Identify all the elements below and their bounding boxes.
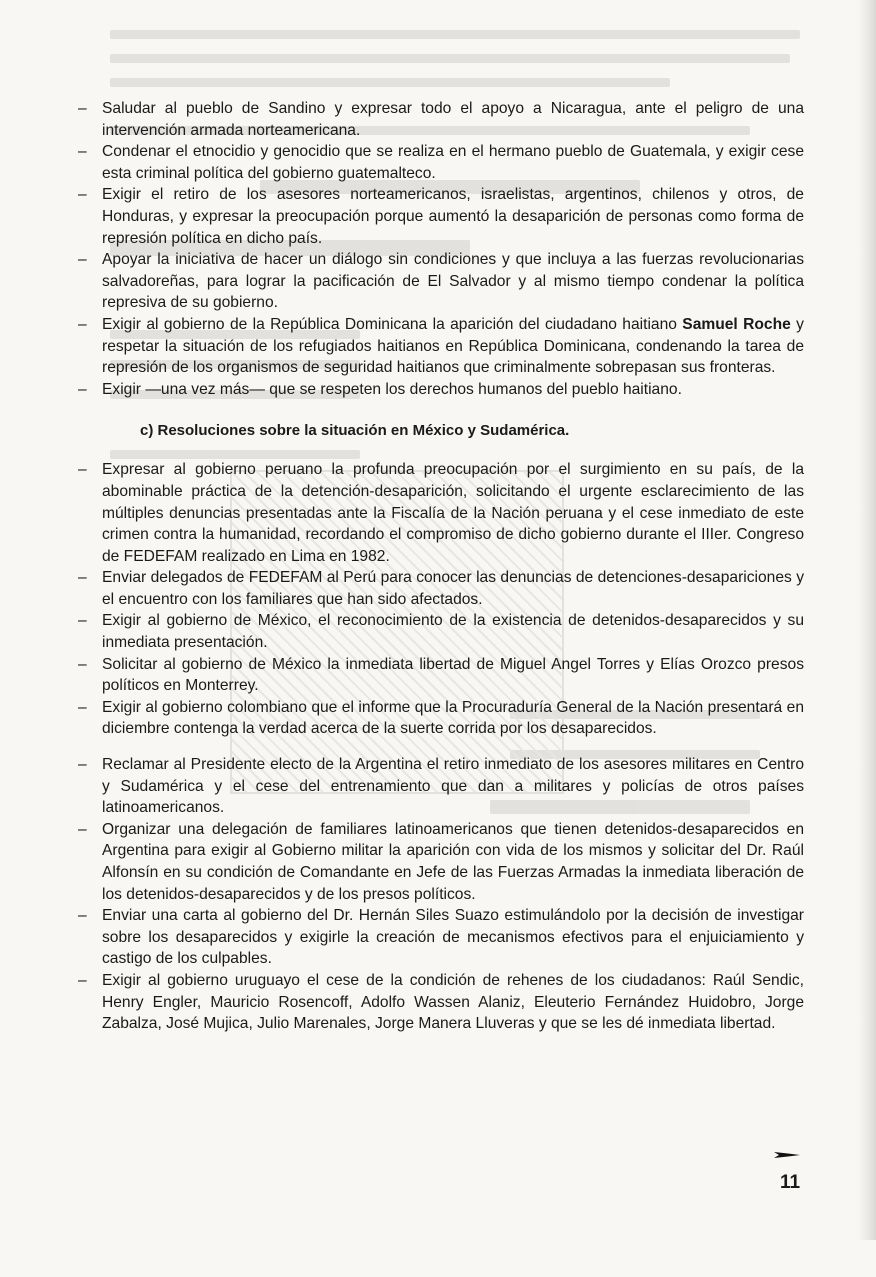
list-item: – Saludar al pueblo de Sandino y expresar todo el apoyo a Nicaragua, ante el peligro de una intervención armada norteamericana. — [78, 98, 804, 141]
item-text: y respetar la situación de los refugiados haitianos en República Dominicana, condenando la tarea de represión de los organismos de seguridad haitianos que criminalmente sobrepasan sus fronteras. — [102, 315, 804, 377]
resolutions-list-a — [78, 98, 804, 400]
page-number: 11 — [780, 1172, 801, 1193]
document-body — [78, 98, 804, 1035]
list-item: – Exigir —una vez más— que se respeten los derechos humanos del pueblo haitiano. — [78, 379, 804, 401]
list-item: – Enviar una carta al gobierno del Dr. Hernán Siles Suazo estimulándolo por la decisión de investigar sobre los desaparecidos y exigirle la creación de mecanismos efectivos para el enjuiciamiento y castigo de los culpables. — [78, 905, 804, 970]
list-item: – Exigir el retiro de los asesores norteamericanos, israelistas, argentinos, chilenos y otros, de Honduras, y expresar la preocupación porque aumentó la desaparición de personas como forma de represión política en dicho país. — [78, 184, 804, 249]
resolutions-list-b — [78, 459, 804, 740]
resolutions-list-c — [78, 754, 804, 1035]
right-arrow-icon — [774, 1147, 800, 1163]
list-item: – Condenar el etnocidio y genocidio que se realiza en el hermano pueblo de Guatemala, y exigir cese esta criminal política del gobierno guatemalteco. — [78, 141, 804, 184]
list-item: – Exigir al gobierno colombiano que el informe que la Procuraduría General de la Nación presentará en diciembre contenga la verdad acerca de la suerte corrida por los desaparecidos. — [78, 697, 804, 740]
section-heading: c) Resoluciones sobre la situación en México y Sudamérica. — [140, 422, 570, 440]
item-text: Exigir al gobierno de la República Dominicana la aparición del ciudadano haitiano — [102, 315, 683, 333]
person-name-bold: Samuel Roche — [682, 315, 791, 333]
list-item — [78, 314, 804, 379]
spacer — [78, 740, 804, 754]
list-item: – Exigir al gobierno de México, el reconocimiento de la existencia de detenidos-desaparecidos y su inmediata presentación. — [78, 610, 804, 653]
list-item: – Organizar una delegación de familiares latinoamericanos que tienen detenidos-desaparecidos en Argentina para exigir al Gobierno militar la aparición con vida de los mismos y solicitar del Dr. Raúl Alfonsín en su condición de Comandante en Jefe de las Fuerzas Armadas la inmediata liberación de los detenidos-desaparecidos y de los presos políticos. — [78, 819, 804, 905]
page-edge-shadow — [858, 0, 876, 1240]
list-item: – Expresar al gobierno peruano la profunda preocupación por el surgimiento en su país, de la abominable práctica de la detención-desaparición, solicitando el urgente esclarecimiento de las múltiples denuncias presentadas ante la Fiscalía de la Nación peruana y el cese inmediato de este crimen contra la humanidad, recordando el compromiso de dicho gobierno durante el IIIer. Congreso de FEDEFAM realizado en Lima en 1982. — [78, 459, 804, 567]
list-item: – Reclamar al Presidente electo de la Argentina el retiro inmediato de los asesores militares en Centro y Sudamérica y el cese del entrenamiento que dan a militares y policías de otros países latinoamericanos. — [78, 754, 804, 819]
list-item: – Exigir al gobierno uruguayo el cese de la condición de rehenes de los ciudadanos: Raúl Sendic, Henry Engler, Mauricio Rosencoff, Adolfo Wassen Alaniz, Eleuterio Fernández Huidobro, Jorge Zabalza, José Mujica, Julio Marenales, Jorge Manera Lluveras y que se les dé inmediata libertad. — [78, 970, 804, 1035]
list-item: – Solicitar al gobierno de México la inmediata libertad de Miguel Angel Torres y Elías Orozco presos políticos en Monterrey. — [78, 654, 804, 697]
list-item: – Enviar delegados de FEDEFAM al Perú para conocer las denuncias de detenciones-desapariciones y el encuentro con los familiares que han sido afectados. — [78, 567, 804, 610]
list-item: – Apoyar la iniciativa de hacer un diálogo sin condiciones y que incluya a las fuerzas revolucionarias salvadoreñas, para lograr la pacificación de El Salvador y al mismo tiempo condenar la política represiva de su gobierno. — [78, 249, 804, 314]
